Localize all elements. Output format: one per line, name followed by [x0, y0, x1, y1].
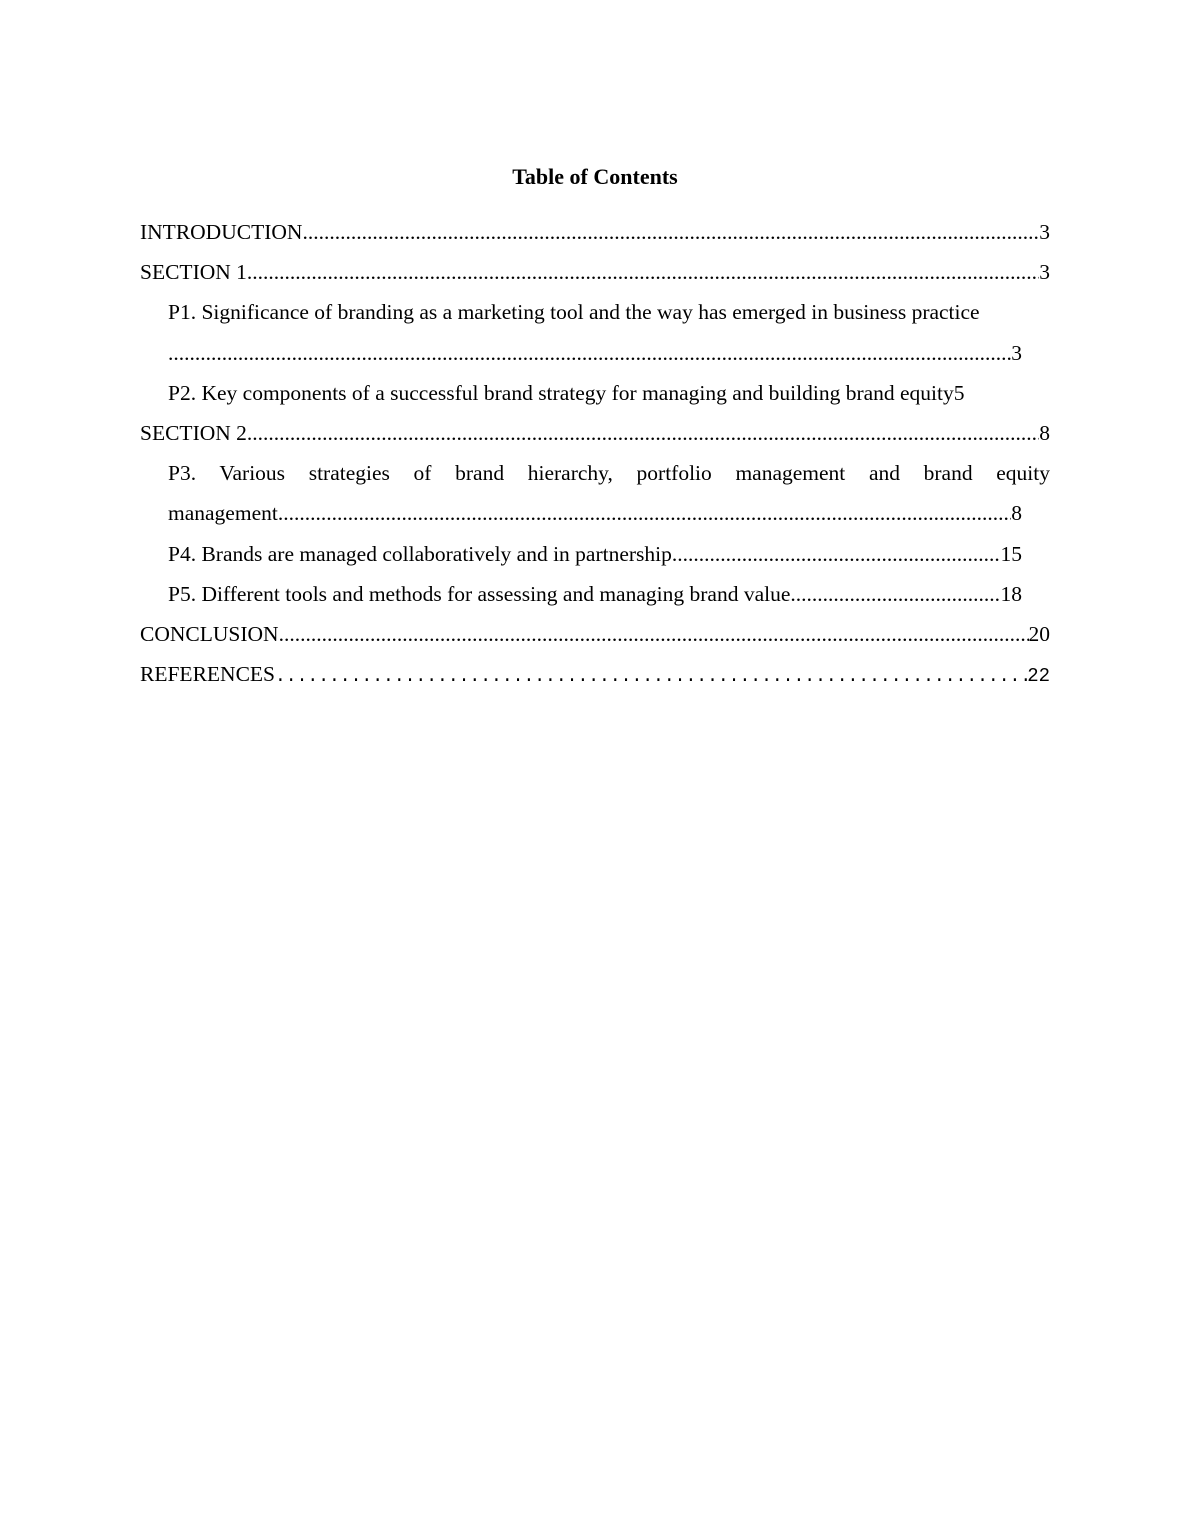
- toc-entry-label-continued: management: [168, 501, 278, 526]
- toc-entry-label: P4. Brands are managed collaboratively and in partnership: [168, 541, 672, 566]
- toc-entry-page: 3: [1039, 220, 1050, 244]
- toc-entry-section-2[interactable]: [140, 413, 1050, 453]
- dot-leader: [247, 413, 1039, 453]
- dot-leader: [302, 212, 1039, 252]
- toc-title: Table of Contents: [512, 164, 678, 189]
- toc-entry-page: 3: [1039, 260, 1050, 285]
- toc-entry-label: SECTION 2: [140, 420, 247, 445]
- toc-entry-label: CONCLUSION: [140, 621, 279, 646]
- table-of-contents: [140, 212, 1050, 694]
- toc-entry-label: P3. Various strategies of brand hierarchy, portfolio management and brand equity: [168, 461, 1050, 486]
- dot-leader: [168, 333, 1011, 373]
- toc-entry-page: 18: [1000, 581, 1022, 606]
- toc-entry-label: P5. Different tools and methods for assessing and managing brand value: [168, 581, 791, 606]
- toc-entry-label: P1. Significance of branding as a marketing tool and the way has emerged in business practice: [168, 300, 980, 325]
- toc-entry-p1[interactable]: [140, 292, 1050, 372]
- toc-entry-label: SECTION 1: [140, 260, 247, 285]
- toc-entry-conclusion[interactable]: [140, 614, 1050, 654]
- toc-entry-page: 5: [953, 380, 965, 405]
- dot-leader: [279, 614, 1029, 654]
- dot-leader: [278, 493, 1011, 533]
- toc-entry-references[interactable]: [140, 654, 1050, 694]
- toc-entry-p3[interactable]: [140, 453, 1050, 533]
- dot-leader: [672, 534, 1001, 574]
- toc-entry-page: 20: [1028, 621, 1050, 646]
- toc-entry-page: 15: [1000, 541, 1022, 566]
- toc-entry-label: P2. Key components of a successful brand strategy for managing and building brand equity: [168, 380, 954, 405]
- toc-entry-label: REFERENCES: [140, 662, 275, 687]
- dot-leader: [247, 252, 1039, 292]
- toc-entry-page: 3: [1011, 340, 1022, 365]
- toc-entry-p4[interactable]: [140, 534, 1050, 574]
- toc-entry-label: INTRODUCTION: [140, 220, 303, 244]
- toc-entry-page: 22: [1027, 665, 1050, 688]
- toc-entry-p2[interactable]: [140, 373, 1050, 413]
- dot-leader: [790, 574, 1000, 614]
- dot-leader: [275, 654, 1027, 697]
- toc-entry-introduction[interactable]: [140, 212, 1050, 252]
- toc-entry-section-1[interactable]: [140, 252, 1050, 292]
- toc-entry-p5[interactable]: [140, 574, 1050, 614]
- toc-entry-page: 8: [1039, 420, 1050, 445]
- toc-entry-page: 8: [1011, 501, 1022, 526]
